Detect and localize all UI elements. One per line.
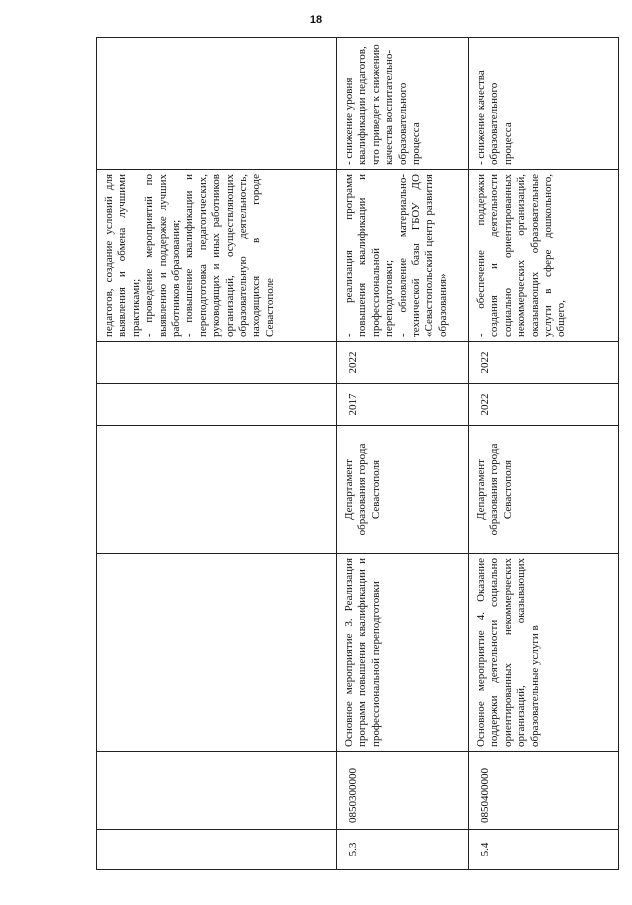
activity-name-cell: Основное мероприятие 4. Оказание поддержки деятельности социально ориентированных некоммерческих организаций, оказывающих образовательные услуги в [469, 554, 619, 752]
row-number-cell [97, 830, 337, 870]
consequence-cell: - снижение качества образовательного процесса [469, 38, 619, 170]
direction-cell: - обеспечение поддержки создания и деятельности социально ориентированных некоммерческих организаций, оказывающих образовательные услуги в сфере дошкольного, общего, [469, 170, 619, 342]
end-year-cell: 2022 [337, 342, 469, 384]
table-row [97, 38, 337, 870]
row-number-cell: 5.3 [337, 830, 469, 870]
code-cell [97, 752, 337, 830]
activity-name-cell: Основное мероприятие 3. Реализация программ повышения квалификации и профессиональной переподготовки [337, 554, 469, 752]
consequence-cell [97, 38, 337, 170]
table-row [469, 38, 619, 870]
page-number: 18 [309, 14, 323, 26]
executor-cell: Департамент образования города Севастополя [469, 426, 619, 554]
activity-name-cell [97, 554, 337, 752]
start-year-cell: 2017 [337, 384, 469, 426]
direction-cell: педагогов, создание условий для выявления и обмена лучшими практиками; - проведение мероприятий по выявлению и поддержке лучших работников образования; - повышение квалификации и переподготовка педагогических, руководящих и иных работников организаций, осуществляющих образовательную деятельность, находящихся в городе Севастополе [97, 170, 337, 342]
table-row [337, 38, 469, 870]
row-number-cell: 5.4 [469, 830, 619, 870]
direction-cell: - реализация программ повышения квалификации и профессиональной переподготовки; - обновление материально-технической базы ГБОУ ДО «Севастопольский центр развития образования» [337, 170, 469, 342]
code-cell: 0850300000 [337, 752, 469, 830]
code-cell: 0850400000 [469, 752, 619, 830]
executor-cell: Департамент образования города Севастополя [337, 426, 469, 554]
program-activities-table [96, 37, 619, 870]
start-year-cell [97, 384, 337, 426]
rotated-table-frame [96, 38, 618, 870]
end-year-cell [97, 342, 337, 384]
executor-cell [97, 426, 337, 554]
end-year-cell: 2022 [469, 342, 619, 384]
consequence-cell: - снижение уровня квалификации педагогов, что приведет к снижению качества воспитательно-образовательного процесса [337, 38, 469, 170]
start-year-cell: 2022 [469, 384, 619, 426]
